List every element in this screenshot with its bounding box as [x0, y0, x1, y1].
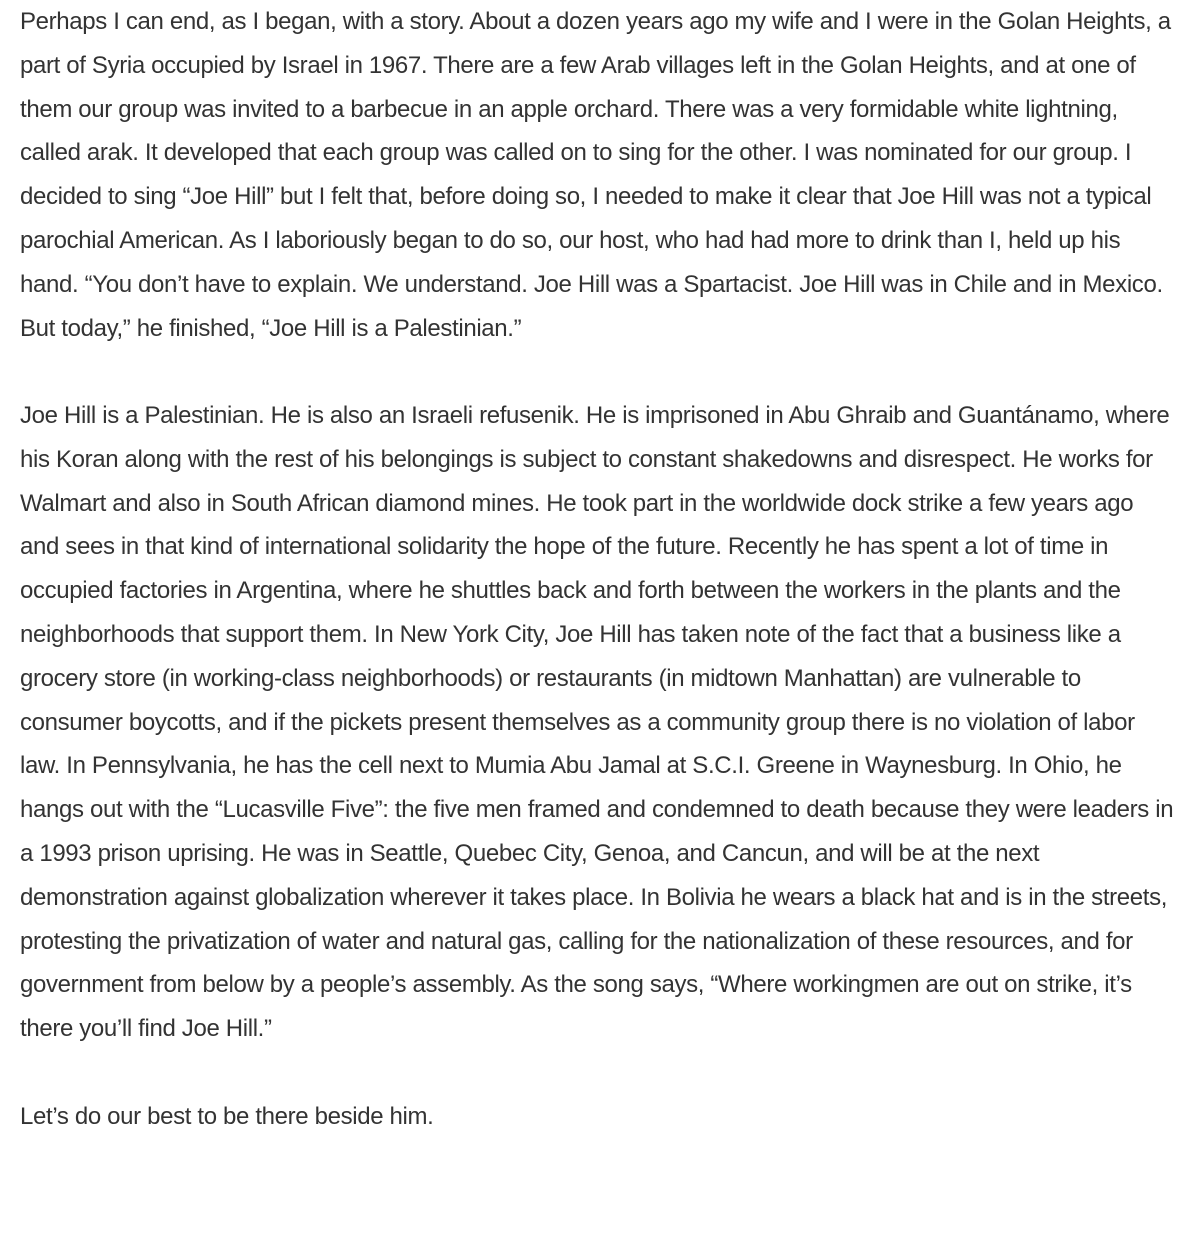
paragraph-story: Perhaps I can end, as I began, with a story. About a dozen years ago my wife and I were in the Golan Heights, a part of Syria occupied by Israel in 1967. There are a few Arab villages left in the Golan Heights, and at one of them our group was invited to a barbecue in an apple orchard. There was a very formidable white lightning, called arak. It developed that each group was called on to sing for the other. I was nominated for our group. I decided to sing “Joe Hill” but I felt that, before doing so, I needed to make it clear that Joe Hill was not a typical parochial American. As I laboriously began to do so, our host, who had had more to drink than I, held up his hand. “You don’t have to explain. We understand. Joe Hill was a Spartacist. Joe Hill was in Chile and in Mexico. But today,” he finished, “Joe Hill is a Palestinian.” [20, 8, 1171, 342]
paragraph-joe-hill: Joe Hill is a Palestinian. He is also an Israeli refusenik. He is imprisoned in Abu Ghraib and Guantánamo, where his Koran along with the rest of his belongings is subject to constant shakedowns and disrespect. He works for Walmart and also in South African diamond mines. He took part in the worldwide dock strike a few years ago and sees in that kind of international solidarity the hope of the future. Recently he has spent a lot of time in occupied factories in Argentina, where he shuttles back and forth between the workers in the plants and the neighborhoods that support them. In New York City, Joe Hill has taken note of the fact that a business like a grocery store (in working-class neighborhoods) or restaurants (in midtown Manhattan) are vulnerable to consumer boycotts, and if the pickets present themselves as a community group there is no violation of labor law. In Pennsylvania, he has the cell next to Mumia Abu Jamal at S.C.I. Greene in Waynesburg. In Ohio, he hangs out with the “Lucasville Five”: the five men framed and condemned to death because they were leaders in a 1993 prison uprising. He was in Seattle, Quebec City, Genoa, and Cancun, and will be at the next demonstration against globalization wherever it takes place. In Bolivia he wears a black hat and is in the streets, protesting the privatization of water and natural gas, calling for the nationalization of these resources, and for government from below by a people’s assembly. As the song says, “Where workingmen are out on strike, it’s there you’ll find Joe Hill.” [20, 401, 1174, 1043]
paragraph-closing: Let’s do our best to be there beside him. [20, 1102, 434, 1130]
